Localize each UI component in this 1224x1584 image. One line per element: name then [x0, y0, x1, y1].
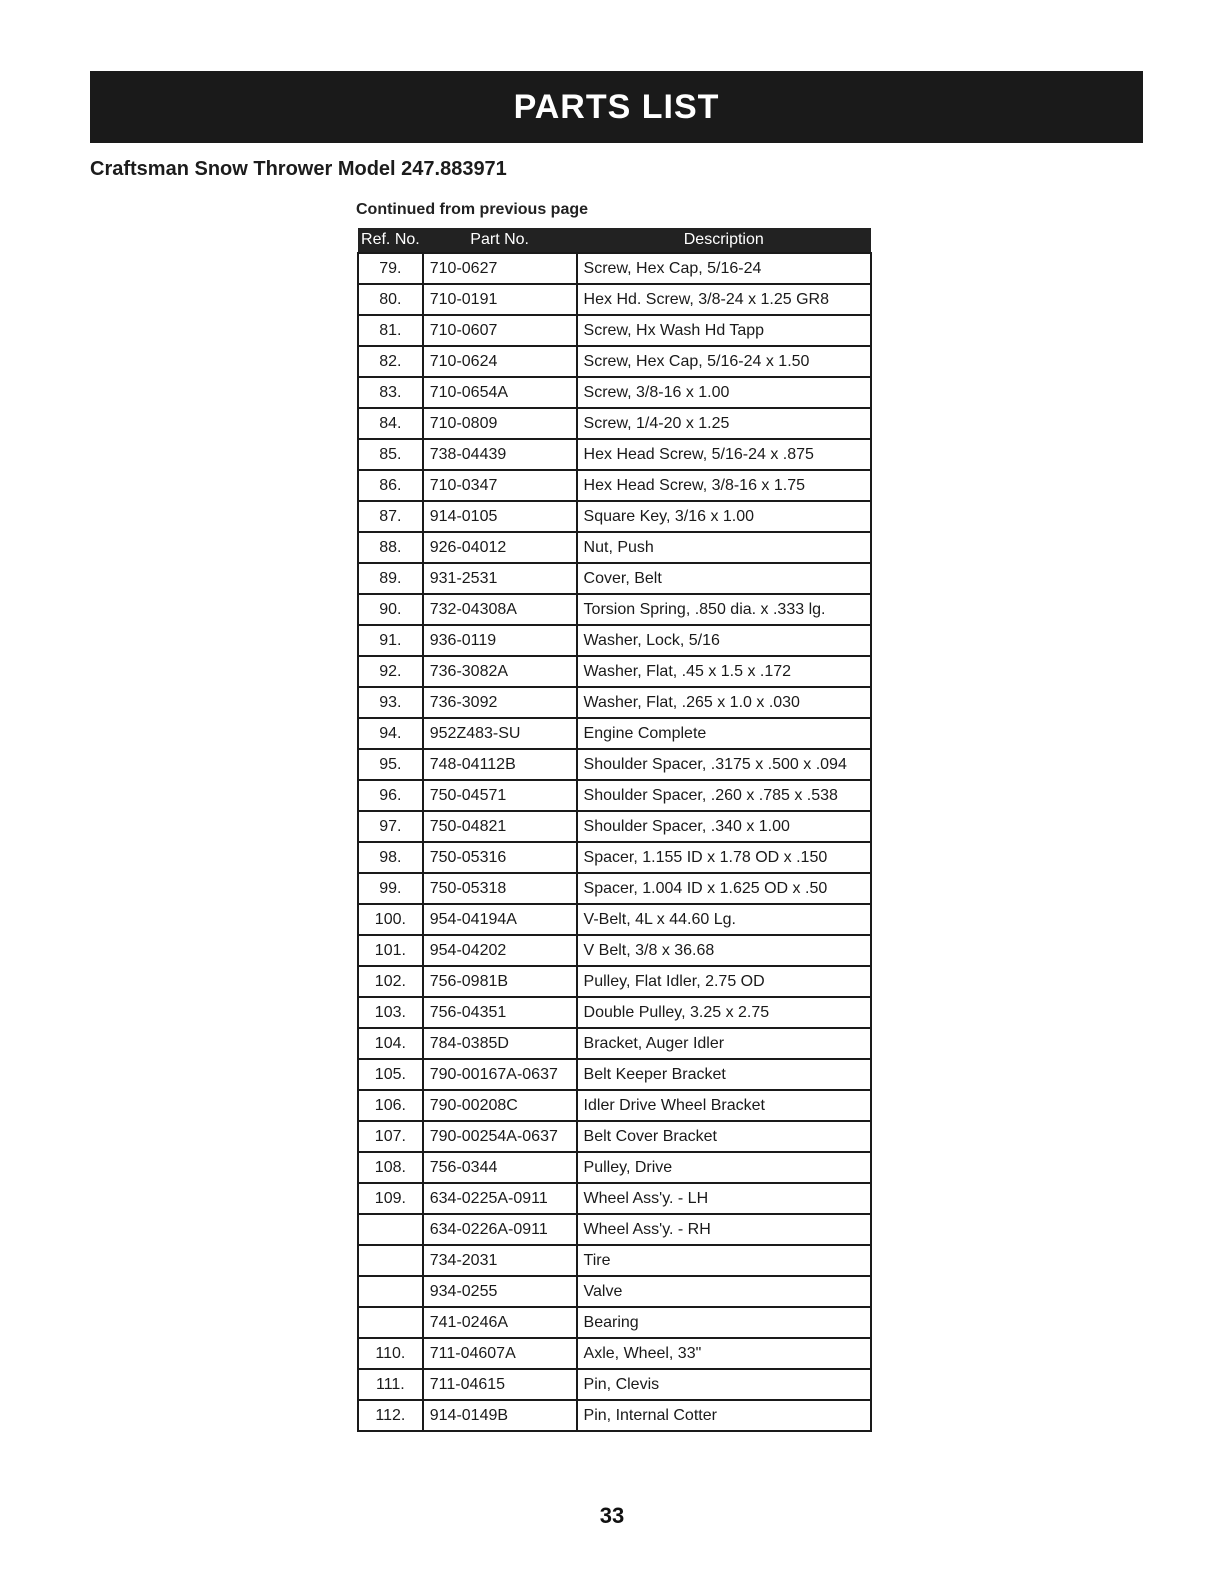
part-number-cell: 784-0385D — [423, 1028, 577, 1059]
description-cell: Screw, Hx Wash Hd Tapp — [577, 315, 871, 346]
part-number-cell: 931-2531 — [423, 563, 577, 594]
ref-number-cell: 109. — [358, 1183, 423, 1214]
description-cell: V-Belt, 4L x 44.60 Lg. — [577, 904, 871, 935]
column-header-description: Description — [577, 228, 871, 253]
table-row — [358, 1183, 871, 1214]
part-number-cell: 710-0627 — [423, 253, 577, 284]
part-number-cell: 741-0246A — [423, 1307, 577, 1338]
description-cell: Shoulder Spacer, .3175 x .500 x .094 — [577, 749, 871, 780]
table-row — [358, 377, 871, 408]
part-number-cell: 934-0255 — [423, 1276, 577, 1307]
table-row — [358, 842, 871, 873]
part-number-cell: 748-04112B — [423, 749, 577, 780]
part-number-cell: 750-05318 — [423, 873, 577, 904]
description-cell: Engine Complete — [577, 718, 871, 749]
part-number-cell: 926-04012 — [423, 532, 577, 563]
table-row — [358, 1369, 871, 1400]
description-cell: Tire — [577, 1245, 871, 1276]
table-row — [358, 563, 871, 594]
description-cell: Washer, Lock, 5/16 — [577, 625, 871, 656]
ref-number-cell: 90. — [358, 594, 423, 625]
description-cell: Square Key, 3/16 x 1.00 — [577, 501, 871, 532]
table-row — [358, 439, 871, 470]
ref-number-cell: 111. — [358, 1369, 423, 1400]
table-row — [358, 1028, 871, 1059]
part-number-cell: 952Z483-SU — [423, 718, 577, 749]
ref-number-cell — [358, 1307, 423, 1338]
ref-number-cell: 93. — [358, 687, 423, 718]
ref-number-cell: 100. — [358, 904, 423, 935]
table-row — [358, 532, 871, 563]
description-cell: Pin, Clevis — [577, 1369, 871, 1400]
description-cell: Bracket, Auger Idler — [577, 1028, 871, 1059]
parts-table — [357, 228, 872, 1432]
table-row — [358, 1400, 871, 1431]
part-number-cell: 736-3092 — [423, 687, 577, 718]
description-cell: Pulley, Drive — [577, 1152, 871, 1183]
part-number-cell: 736-3082A — [423, 656, 577, 687]
table-row — [358, 1059, 871, 1090]
table-row — [358, 284, 871, 315]
part-number-cell: 954-04194A — [423, 904, 577, 935]
table-row — [358, 346, 871, 377]
table-row — [358, 1121, 871, 1152]
table-row — [358, 935, 871, 966]
description-cell: V Belt, 3/8 x 36.68 — [577, 935, 871, 966]
ref-number-cell: 104. — [358, 1028, 423, 1059]
part-number-cell: 750-04821 — [423, 811, 577, 842]
parts-table-body — [358, 253, 871, 1431]
part-number-cell: 790-00208C — [423, 1090, 577, 1121]
ref-number-cell: 83. — [358, 377, 423, 408]
description-cell: Torsion Spring, .850 dia. x .333 lg. — [577, 594, 871, 625]
model-subtitle: Craftsman Snow Thrower Model 247.883971 — [90, 158, 507, 180]
ref-number-cell: 87. — [358, 501, 423, 532]
description-cell: Nut, Push — [577, 532, 871, 563]
table-row — [358, 749, 871, 780]
table-row — [358, 501, 871, 532]
ref-number-cell: 96. — [358, 780, 423, 811]
description-cell: Screw, Hex Cap, 5/16-24 — [577, 253, 871, 284]
page-number: 33 — [599, 1503, 625, 1528]
ref-number-cell — [358, 1214, 423, 1245]
ref-number-cell: 84. — [358, 408, 423, 439]
ref-number-cell: 110. — [358, 1338, 423, 1369]
description-cell: Wheel Ass'y. - LH — [577, 1183, 871, 1214]
table-row — [358, 656, 871, 687]
description-cell: Belt Cover Bracket — [577, 1121, 871, 1152]
ref-number-cell: 92. — [358, 656, 423, 687]
part-number-cell: 710-0809 — [423, 408, 577, 439]
ref-number-cell: 91. — [358, 625, 423, 656]
ref-number-cell: 88. — [358, 532, 423, 563]
part-number-cell: 756-0344 — [423, 1152, 577, 1183]
table-row — [358, 594, 871, 625]
description-cell: Idler Drive Wheel Bracket — [577, 1090, 871, 1121]
part-number-cell: 711-04607A — [423, 1338, 577, 1369]
description-cell: Pin, Internal Cotter — [577, 1400, 871, 1431]
part-number-cell: 790-00254A-0637 — [423, 1121, 577, 1152]
part-number-cell: 954-04202 — [423, 935, 577, 966]
description-cell: Shoulder Spacer, .340 x 1.00 — [577, 811, 871, 842]
ref-number-cell: 95. — [358, 749, 423, 780]
table-row — [358, 253, 871, 284]
ref-number-cell: 82. — [358, 346, 423, 377]
description-cell: Valve — [577, 1276, 871, 1307]
part-number-cell: 732-04308A — [423, 594, 577, 625]
part-number-cell: 756-04351 — [423, 997, 577, 1028]
description-cell: Wheel Ass'y. - RH — [577, 1214, 871, 1245]
part-number-cell: 711-04615 — [423, 1369, 577, 1400]
description-cell: Spacer, 1.155 ID x 1.78 OD x .150 — [577, 842, 871, 873]
ref-number-cell: 99. — [358, 873, 423, 904]
table-row — [358, 687, 871, 718]
description-cell: Screw, 1/4-20 x 1.25 — [577, 408, 871, 439]
ref-number-cell: 101. — [358, 935, 423, 966]
ref-number-cell: 98. — [358, 842, 423, 873]
table-row — [358, 873, 871, 904]
part-number-cell: 750-04571 — [423, 780, 577, 811]
part-number-cell: 710-0624 — [423, 346, 577, 377]
table-row — [358, 966, 871, 997]
part-number-cell: 710-0347 — [423, 470, 577, 501]
part-number-cell: 936-0119 — [423, 625, 577, 656]
description-cell: Hex Hd. Screw, 3/8-24 x 1.25 GR8 — [577, 284, 871, 315]
table-row — [358, 1245, 871, 1276]
table-row — [358, 1307, 871, 1338]
description-cell: Washer, Flat, .45 x 1.5 x .172 — [577, 656, 871, 687]
description-cell: Hex Head Screw, 3/8-16 x 1.75 — [577, 470, 871, 501]
description-cell: Washer, Flat, .265 x 1.0 x .030 — [577, 687, 871, 718]
ref-number-cell — [358, 1276, 423, 1307]
description-cell: Spacer, 1.004 ID x 1.625 OD x .50 — [577, 873, 871, 904]
description-cell: Pulley, Flat Idler, 2.75 OD — [577, 966, 871, 997]
part-number-cell: 738-04439 — [423, 439, 577, 470]
continued-note: Continued from previous page — [356, 201, 589, 218]
part-number-cell: 710-0191 — [423, 284, 577, 315]
table-row — [358, 625, 871, 656]
ref-number-cell: 97. — [358, 811, 423, 842]
ref-number-cell: 108. — [358, 1152, 423, 1183]
table-row — [358, 1214, 871, 1245]
ref-number-cell: 105. — [358, 1059, 423, 1090]
ref-number-cell: 79. — [358, 253, 423, 284]
table-row — [358, 315, 871, 346]
ref-number-cell: 81. — [358, 315, 423, 346]
ref-number-cell: 112. — [358, 1400, 423, 1431]
ref-number-cell: 86. — [358, 470, 423, 501]
description-cell: Axle, Wheel, 33" — [577, 1338, 871, 1369]
table-row — [358, 904, 871, 935]
table-row — [358, 997, 871, 1028]
ref-number-cell: 106. — [358, 1090, 423, 1121]
table-row — [358, 408, 871, 439]
ref-number-cell: 107. — [358, 1121, 423, 1152]
part-number-cell: 750-05316 — [423, 842, 577, 873]
table-row — [358, 1338, 871, 1369]
part-number-cell: 914-0149B — [423, 1400, 577, 1431]
part-number-cell: 710-0607 — [423, 315, 577, 346]
description-cell: Screw, 3/8-16 x 1.00 — [577, 377, 871, 408]
parts-list-banner — [90, 71, 1143, 143]
ref-number-cell — [358, 1245, 423, 1276]
page-title: PARTS LIST — [513, 87, 720, 126]
table-row — [358, 1090, 871, 1121]
table-row — [358, 780, 871, 811]
ref-number-cell: 89. — [358, 563, 423, 594]
ref-number-cell: 85. — [358, 439, 423, 470]
part-number-cell: 790-00167A-0637 — [423, 1059, 577, 1090]
table-row — [358, 1152, 871, 1183]
part-number-cell: 734-2031 — [423, 1245, 577, 1276]
description-cell: Cover, Belt — [577, 563, 871, 594]
ref-number-cell: 103. — [358, 997, 423, 1028]
description-cell: Belt Keeper Bracket — [577, 1059, 871, 1090]
description-cell: Hex Head Screw, 5/16-24 x .875 — [577, 439, 871, 470]
part-number-cell: 914-0105 — [423, 501, 577, 532]
table-row — [358, 718, 871, 749]
ref-number-cell: 94. — [358, 718, 423, 749]
description-cell: Bearing — [577, 1307, 871, 1338]
part-number-cell: 756-0981B — [423, 966, 577, 997]
part-number-cell: 634-0225A-0911 — [423, 1183, 577, 1214]
part-number-cell: 710-0654A — [423, 377, 577, 408]
part-number-cell: 634-0226A-0911 — [423, 1214, 577, 1245]
description-cell: Screw, Hex Cap, 5/16-24 x 1.50 — [577, 346, 871, 377]
ref-number-cell: 80. — [358, 284, 423, 315]
table-row — [358, 1276, 871, 1307]
table-row — [358, 811, 871, 842]
column-header-ref: Ref. No. — [358, 228, 423, 253]
table-header-row — [358, 228, 871, 253]
description-cell: Shoulder Spacer, .260 x .785 x .538 — [577, 780, 871, 811]
ref-number-cell: 102. — [358, 966, 423, 997]
description-cell: Double Pulley, 3.25 x 2.75 — [577, 997, 871, 1028]
column-header-part: Part No. — [423, 228, 577, 253]
table-row — [358, 470, 871, 501]
